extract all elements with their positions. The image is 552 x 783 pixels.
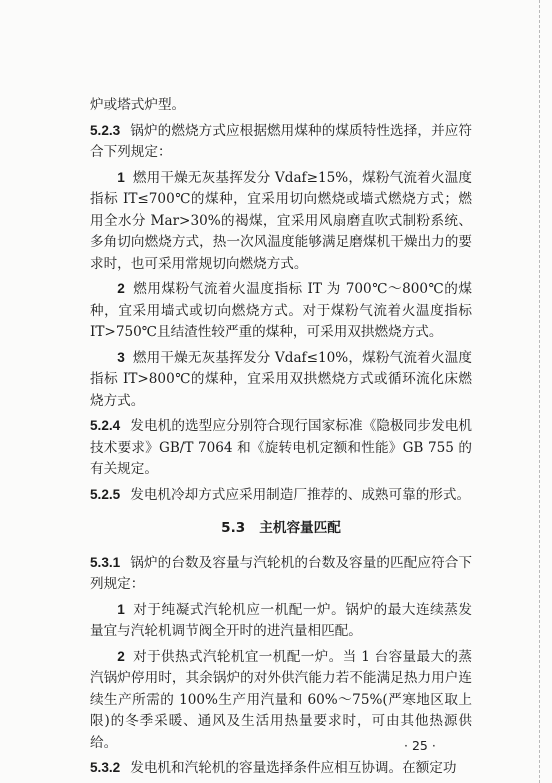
item-text: 对于纯凝式汽轮机应一机配一炉。锅炉的最大连续蒸发量宜与汽轮机调节阀全开时的进汽量相匹配。 — [90, 601, 472, 639]
clause-number: 5.2.3 — [90, 122, 121, 138]
item-text: 燃用煤粉气流着火温度指标 IT 为 700℃～800℃的煤种，宜采用墙式或切向燃烧方式。对于煤粉气流着火温度指标 IT>750℃且结渣性较严重的煤种，可采用双拱燃烧方式。 — [90, 281, 472, 340]
item-5-2-3-3 — [90, 347, 472, 413]
clause-text: 锅炉的燃烧方式应根据燃用煤种的煤质特性选择，并应符合下列规定： — [90, 122, 472, 160]
page-content — [90, 95, 472, 783]
section-title: 主机容量匹配 — [259, 520, 341, 536]
section-number: 5.3 — [221, 520, 246, 536]
clause-text: 锅炉的台数及容量与汽轮机的台数及容量的匹配应符合下列规定： — [90, 554, 472, 592]
item-text: 燃用干燥无灰基挥发分 Vdaf≥15%，煤粉气流着火温度指标 IT≤700℃的煤种，宜采用切向燃烧或墙式燃烧方式；燃用全水分 Mar>30%的褐煤，宜采用风扇磨直吹式制粉系统、多角切向燃烧方式，热一次风温度能够满足磨煤机干燥出力的要求时，也可采用常规切向燃烧方式。 — [90, 169, 472, 272]
item-number: 3 — [117, 349, 125, 365]
scan-edge-line — [538, 0, 540, 783]
item-text: 燃用干燥无灰基挥发分 Vdaf≤10%，煤粉气流着火温度指标 IT>800℃的煤种，宜采用双拱燃烧方式或循环流化床燃烧方式。 — [90, 349, 472, 409]
clause-5-2-5 — [90, 484, 472, 507]
clause-number: 5.3.2 — [90, 760, 121, 775]
clause-5-2-3 — [90, 120, 472, 164]
page-number: · 25 · — [404, 738, 436, 753]
clause-5-3-2 — [90, 757, 472, 780]
clause-5-3-1 — [90, 552, 472, 596]
item-text: 对于供热式汽轮机宜一机配一炉。当 1 台容量最大的蒸汽锅炉停用时，其余锅炉的对外供汽能力若不能满足热力用户连续生产所需的 100%生产用汽量和 60%～75%(严寒地区取上限)的冬季采暖、通风及生活用热量要求时，可由其他热源供给。 — [90, 648, 472, 751]
item-5-2-3-2 — [90, 278, 472, 344]
clause-text: 发电机和汽轮机的容量选择条件应相互协调。在额定功 — [130, 760, 457, 776]
paragraph-text: 炉或塔式炉型。 — [90, 97, 186, 113]
clause-5-2-4 — [90, 415, 472, 481]
item-number: 1 — [117, 601, 125, 617]
clause-number: 5.2.4 — [90, 418, 121, 433]
item-5-3-1-1 — [90, 599, 472, 643]
item-number: 1 — [117, 169, 125, 185]
item-number: 2 — [117, 648, 125, 664]
clause-text: 发电机的选型应分别符合现行国家标准《隐极同步发电机技术要求》GB/T 7064 和《旋转电机定额和性能》GB 755 的有关规定。 — [90, 418, 472, 477]
paragraph-continuation — [90, 95, 472, 117]
clause-text: 发电机冷却方式应采用制造厂推荐的、成熟可靠的形式。 — [130, 486, 471, 503]
item-5-2-3-1 — [90, 167, 472, 276]
clause-number: 5.3.1 — [90, 554, 121, 570]
section-heading — [90, 518, 472, 540]
clause-number: 5.2.5 — [90, 486, 121, 502]
item-number: 2 — [117, 281, 125, 296]
